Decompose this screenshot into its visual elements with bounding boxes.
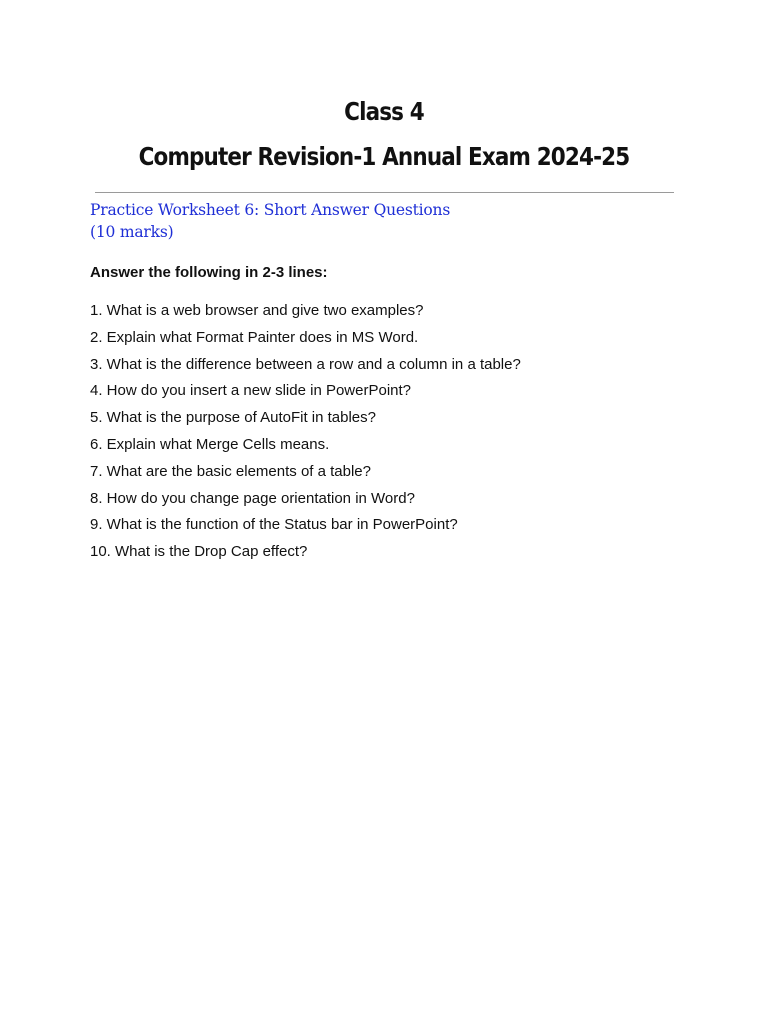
question-item: 6. Explain what Merge Cells means.: [90, 435, 330, 453]
question-item: 1. What is a web browser and give two examples?: [90, 302, 424, 319]
instruction-text: Answer the following in 2-3 lines:: [90, 264, 328, 281]
question-item: 8. How do you change page orientation in Word?: [90, 489, 415, 507]
horizontal-divider: [95, 192, 674, 193]
worksheet-heading: [90, 199, 690, 243]
question-item: 5. What is the purpose of AutoFit in tables?: [90, 409, 376, 427]
question-item: 3. What is the difference between a row and a column in a table?: [90, 355, 521, 373]
question-item: 4. How do you insert a new slide in PowerPoint?: [90, 382, 412, 400]
question-item: 7. What are the basic elements of a table?: [90, 462, 371, 480]
exam-title: Computer Revision-1 Annual Exam 2024-25: [138, 142, 630, 171]
question-item: 9. What is the function of the Status bar in PowerPoint?: [90, 516, 458, 534]
worksheet-marks: (10 marks): [90, 223, 174, 241]
question-list: [90, 301, 521, 569]
class-title: Class 4: [344, 97, 424, 126]
question-item: 10. What is the Drop Cap effect?: [90, 543, 308, 561]
worksheet-title: Practice Worksheet 6: Short Answer Questions: [90, 201, 451, 219]
question-item: 2. Explain what Format Painter does in MS Word.: [90, 328, 419, 346]
